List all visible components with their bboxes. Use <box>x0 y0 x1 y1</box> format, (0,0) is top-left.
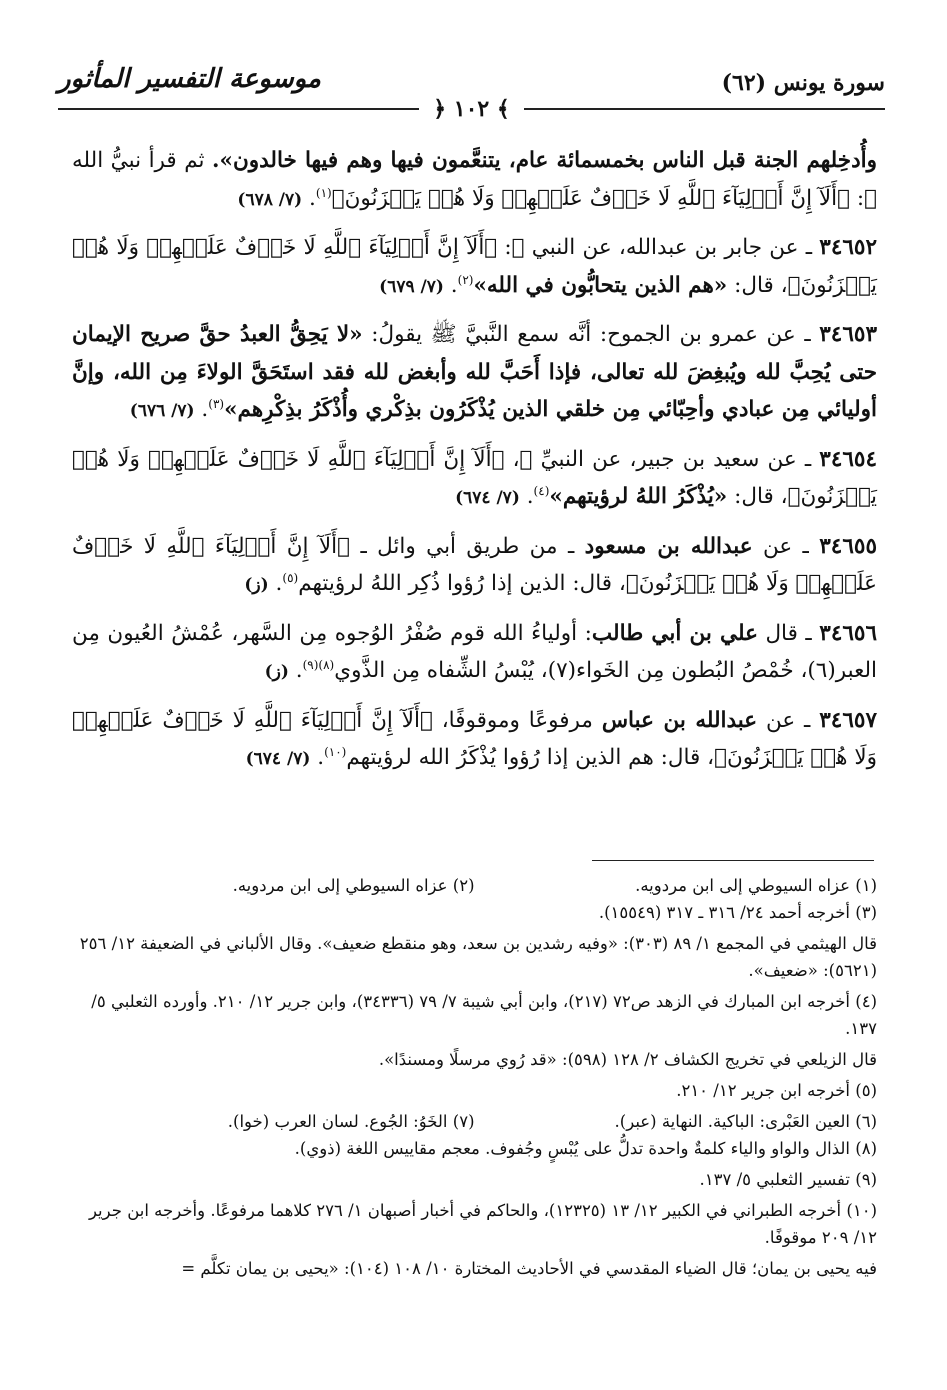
footnote-marker: (٣) <box>208 396 225 411</box>
page-number: ﴾ ١٠٢ ﴿ <box>419 96 524 122</box>
footnote-separator <box>592 860 874 861</box>
entry-number: ٣٤٦٥٦ <box>819 620 878 646</box>
hadith-text: «يُذْكَرُ اللهُ لرؤيتهم» <box>549 484 728 509</box>
entry-34653 <box>72 316 877 431</box>
narration-text: ، قال: <box>727 484 788 509</box>
narration-text: ـ قال <box>757 620 820 646</box>
footnote-marker: (١٠) <box>324 744 347 759</box>
hadith-text: «لا يَحِقُّ العبدُ حقَّ صريح الإيمان حتى يُحِبَّ لله ويُبغِضَ لله تعالى، فإذا أَحَبَّ لله وأبغض لله فقد استَحَقَّ الولاءَ مِن الله، وإنَّ أوليائي مِن عبادي وأحِبّائي مِن خلقي الذين يُذْكَرُون بذِكْري وأُذْكَرُ بذِكْرِهم» <box>72 322 877 422</box>
volume-reference: (٧/ ٦٧٤) <box>245 749 311 769</box>
footnote-10: (١٠) أخرجه الطبراني في الكبير ١٢/ ١٣ (١٢٣٢٥)، والحاكم في أخبار أصبهان ١/ ٢٧٦ كلاهما مرفوعًا. وأخرجه ابن جرير ١٢/ ٢٠٩ موقوفًا. <box>88 1201 877 1247</box>
punctuation: . <box>450 272 458 298</box>
narration-text: : أولياءُ الله قوم صُفْرُ الوُجوه مِن السَّهر، عُمْشُ العُيون مِن العبر <box>72 620 877 683</box>
footnote-marker: (١) <box>315 185 332 200</box>
hadith-text: وأُدخِلهم الجنة قبل الناس بخمسمائة عام، يتنعَّمون فيها وهم فيها خالدون». <box>212 148 878 173</box>
footnote-5: (٥) أخرجه ابن جرير ١٢/ ٢١٠. <box>676 1081 877 1100</box>
quran-verse: ﴿أَلَآ إِنَّ أَوۡلِيَآءَ ٱللَّهِ لَا خَوۡفٌ عَلَيۡهِمۡ وَلَا هُمۡ يَحۡزَنُونَ﴾ <box>72 235 877 298</box>
narration-text: ، قال: <box>727 272 788 298</box>
footnote-marker: (٥) <box>282 570 299 585</box>
punctuation: . <box>526 484 534 509</box>
narrator-name: علي بن أبي طالب <box>591 620 758 646</box>
narration-text: ـ عن <box>752 533 820 559</box>
book-title: موسوعة التفسير المأثور <box>58 64 321 94</box>
footnote-8: (٨) الذال والواو والياء كلمةٌ واحدة تدلُّ على يُبْسٍ وجُفوف. معجم مقاييس اللغة (ذوي). <box>294 1139 877 1158</box>
footnote-marker: (٤) <box>533 483 550 498</box>
footnote-9: (٩) تفسير الثعلبي ٥/ ١٣٧. <box>699 1170 877 1189</box>
volume-reference: (٧/ ٦٧٨) <box>237 189 303 210</box>
narration-text: ـ عن عمرو بن الجموح: أنَّه سمع النَّبيَّ ﷺ يقولُ: <box>362 322 820 347</box>
footnotes <box>72 872 877 1286</box>
running-header <box>58 60 885 130</box>
hadith-text: «هم الذين يتحابُّون في الله» <box>473 272 728 298</box>
entry-34656 <box>72 615 877 692</box>
footnote-4-comment: قال الزيلعي في تخريج الكشاف ٢/ ١٢٨ (٥٩٨): «قد رُوي مرسلًا ومسندًا». <box>378 1050 877 1069</box>
narrator-name: عبدالله بن مسعود <box>584 533 753 559</box>
punctuation: . <box>317 745 325 770</box>
volume-reference: (٧/ ٦٧٦) <box>129 401 195 421</box>
narration-text: ، قال: هم الذين إذا رُؤوا يُذْكَرُ الله لرؤيتهم <box>346 745 715 770</box>
entry-number: ٣٤٦٥٤ <box>819 446 878 472</box>
footnote-4: (٤) أخرجه ابن المبارك في الزهد ص٧٢ (٢١٧)، وابن أبي شيبة ٧/ ٧٩ (٣٤٣٣٦)، وابن جرير ١٢/ ٢١٠. وأورده الثعلبي ٥/ ١٣٧. <box>91 992 877 1038</box>
narration-text: ـ عن <box>757 707 820 733</box>
footnote-1: (١) عزاه السيوطي إلى ابن مردويه. <box>635 876 877 895</box>
volume-reference: (٧/ ٦٧٤) <box>455 488 520 508</box>
footnote-marker: (٨)(٩) <box>302 657 335 672</box>
footnote-3: (٣) أخرجه أحمد ٢٤/ ٣١٦ ـ ٣١٧ (١٥٥٤٩). <box>598 903 877 922</box>
punctuation: . <box>275 571 283 596</box>
footnote-marker: (٢) <box>457 272 474 287</box>
entry-number: ٣٤٦٥٧ <box>819 707 877 733</box>
volume-reference: (ز) <box>264 662 289 682</box>
punctuation: . <box>201 397 209 422</box>
footnote-3-comment: قال الهيثمي في المجمع ١/ ٨٩ (٣٠٣): «وفيه رشدين بن سعد، وهو منقطع ضعيف». وقال الألباني في الضعيفة ١٢/ ٢٥٦ (٥٦٢١): «ضعيف». <box>79 934 877 980</box>
narration-text: ، قال: الذين إذا رُؤوا ذُكِر اللهُ لرؤيتهم <box>298 571 626 596</box>
footnote-7: (٧) الخَوُ: الجُوع. لسان العرب (خوا). <box>227 1112 475 1131</box>
footnote-6: (٦) العين العَبْرى: الباكية. النهاية (عبر). <box>614 1112 877 1131</box>
quran-verse: ﴿أَلَآ إِنَّ أَوۡلِيَآءَ ٱللَّهِ لَا خَوۡفٌ عَلَيۡهِمۡ وَلَا هُمۡ يَحۡزَنُونَ﴾ <box>72 446 877 509</box>
quran-verse: ﴿أَلَآ إِنَّ أَوۡلِيَآءَ ٱللَّهِ لَا خَوۡفٌ عَلَيۡهِمۡ وَلَا هُمۡ يَحۡزَنُونَ﴾ <box>72 533 877 596</box>
punctuation: . <box>295 658 303 683</box>
entry-34652 <box>72 229 877 306</box>
narration-text: (٦)، خُمْصُ البُطون مِن الخَواء(٧)، يُبْسُ الشِّفاه مِن الذَّوي <box>334 658 836 683</box>
narration-text: ـ عن سعيد بن جبير، عن النبيِّ ﷺ، <box>504 446 820 472</box>
footnote-2: (٢) عزاه السيوطي إلى ابن مردويه. <box>232 876 475 895</box>
main-text <box>72 142 877 789</box>
entry-34655 <box>72 528 877 605</box>
entry-number: ٣٤٦٥٣ <box>819 322 877 347</box>
narration-text: ـ عن جابر بن عبدالله، عن النبي ﷺ: <box>497 235 820 260</box>
entry-continuation: وأُدخِلهم الجنة قبل الناس بخمسمائة عام، يتنعَّمون فيها وهم فيها خالدون». ثم قرأ نبيُّ الله ﷺ: ﴿أَلَآ إِنَّ أَوۡلِيَآءَ ٱللَّهِ لَا خَوۡفٌ عَلَيۡهِمۡ وَلَا هُمۡ يَحۡزَنُونَ﴾$^{(١)}$. (٧/ ٦٧٨) <box>72 148 878 211</box>
volume-reference: (ز) <box>244 575 269 595</box>
entry-number: ٣٤٦٥٢ <box>819 235 878 260</box>
narration-text: ـ من طريق أبي وائل ـ <box>350 533 585 559</box>
surah-title: سورة يونس (٦٢) <box>721 70 885 96</box>
narration-text: مرفوعًا وموقوفًا، <box>432 707 602 733</box>
footnote-10-comment: فيه يحيى بن يمان؛ قال الضياء المقدسي في الأحاديث المختارة ١٠/ ١٠٨ (١٠٤): «يحيى بن يمان تكلَّم = <box>181 1259 877 1278</box>
entry-34657 <box>72 702 877 779</box>
quran-verse: ﴿أَلَآ إِنَّ أَوۡلِيَآءَ ٱللَّهِ لَا خَوۡفٌ عَلَيۡهِمۡ وَلَا هُمۡ يَحۡزَنُونَ﴾ <box>72 707 877 770</box>
narrator-name: عبدالله بن عباس <box>601 707 758 733</box>
quran-verse: ﴿أَلَآ إِنَّ أَوۡلِيَآءَ ٱللَّهِ لَا خَوۡفٌ عَلَيۡهِمۡ وَلَا هُمۡ يَحۡزَنُونَ﴾ <box>331 185 851 211</box>
entry-number: ٣٤٦٥٥ <box>819 533 877 559</box>
volume-reference: (٧/ ٦٧٩) <box>379 276 444 297</box>
narration-text: ثم قرأ نبيُّ الله ﷺ: <box>72 148 877 211</box>
entry-34654 <box>72 441 877 518</box>
